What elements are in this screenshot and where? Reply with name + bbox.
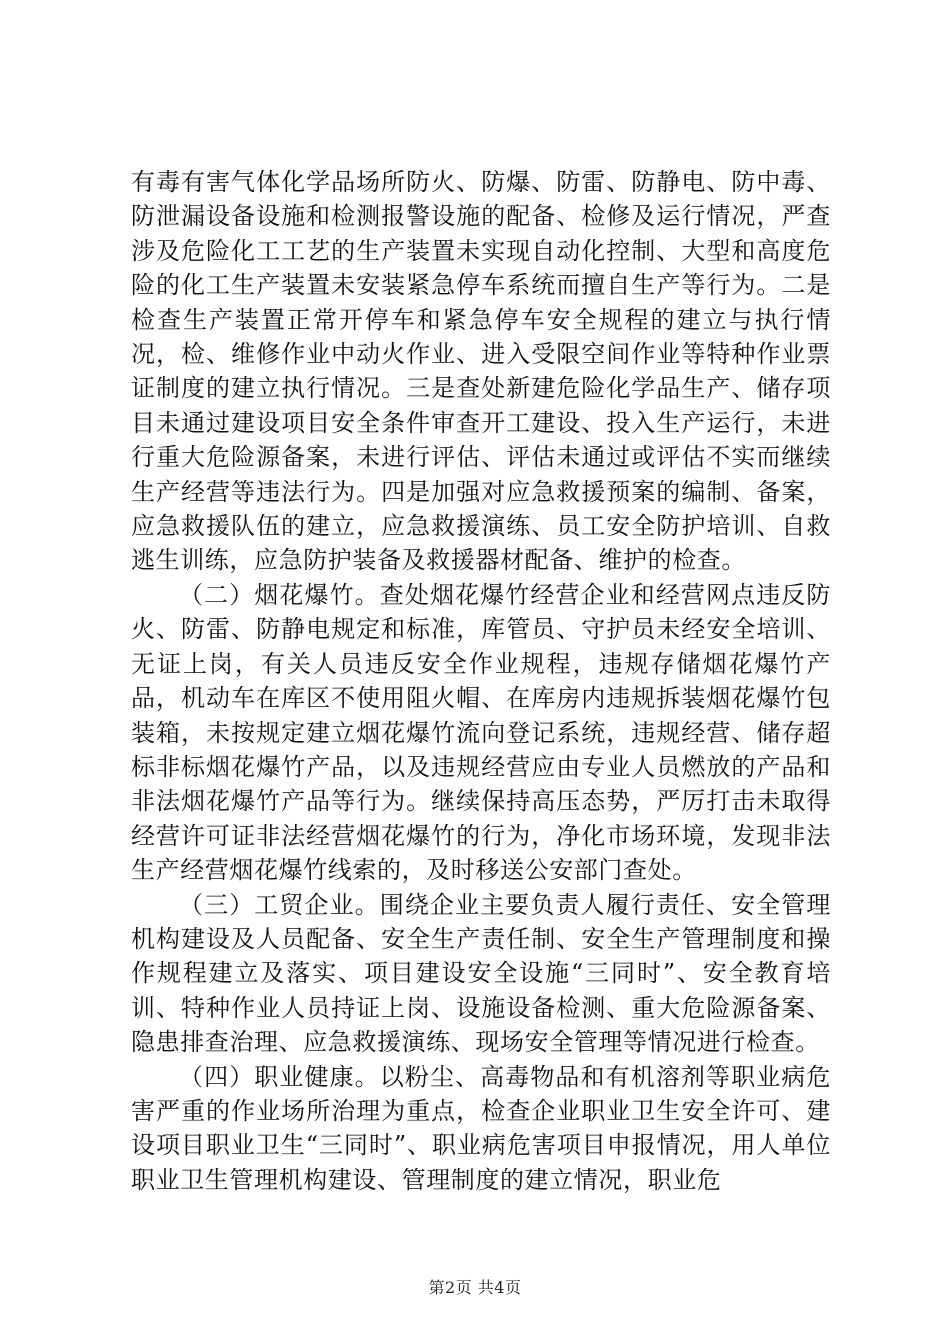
document-body [131,165,831,1197]
paragraph-occupational-health: （四）职业健康。以粉尘、高毒物品和有机溶剂等职业病危害严重的作业场所治理为重点，检查企业职业卫生安全许可、建设项目职业卫生“三同时”、职业病危害项目申报情况，用人单位职业卫生管理机构建设、管理制度的建立情况，职业危 [131,1062,831,1194]
paragraph-fireworks: （二）烟花爆竹。查处烟花爆竹经营企业和经营网点违反防火、防雷、防静电规定和标准，库管员、守护员未经安全培训、无证上岗，有关人员违反安全作业规程，违规存储烟花爆竹产品，机动车在库区不使用阻火帽、在库房内违规拆装烟花爆竹包装箱，未按规定建立烟花爆竹流向登记系统，违规经营、储存超标非标烟花爆竹产品，以及违规经营应由专业人员燃放的产品和非法烟花爆竹产品等行为。继续保持高压态势，严厉打击未取得经营许可证非法经营烟花爆竹的行为，净化市场环境，发现非法生产经营烟花爆竹线索的，及时移送公安部门查处。 [131,580,831,885]
paragraph-hazardous-chemicals-continued: 有毒有害气体化学品场所防火、防爆、防雷、防静电、防中毒、防泄漏设备设施和检测报警设施的配备、检修及运行情况，严查涉及危险化工工艺的生产装置未实现自动化控制、大型和高度危险的化工生产装置未安装紧急停车系统而擅自生产等行为。二是检查生产装置正常开停车和紧急停车安全规程的建立与执行情况，检、维修作业中动火作业、进入受限空间作业等特种作业票证制度的建立执行情况。三是查处新建危险化学品生产、储存项目未通过建设项目安全条件审查开工建设、投入生产运行，未进行重大危险源备案，未进行评估、评估未通过或评估不实而继续生产经营等违法行为。四是加强对应急救援预案的编制、备案，应急救援队伍的建立，应急救援演练、员工安全防护培训、自救逃生训练，应急防护装备及救援器材配备、维护的检查。 [131,168,831,575]
page-footer: 第2页 共4页 [428,1278,522,1297]
paragraph-industry-trade: （三）工贸企业。围绕企业主要负责人履行责任、安全管理机构建设及人员配备、安全生产责任制、安全生产管理制度和操作规程建立及落实、项目建设安全设施“三同时”、安全教育培训、特种作业人员持证上岗、设施设备检测、重大危险源备案、隐患排查治理、应急救援演练、现场安全管理等情况进行检查。 [131,890,831,1057]
